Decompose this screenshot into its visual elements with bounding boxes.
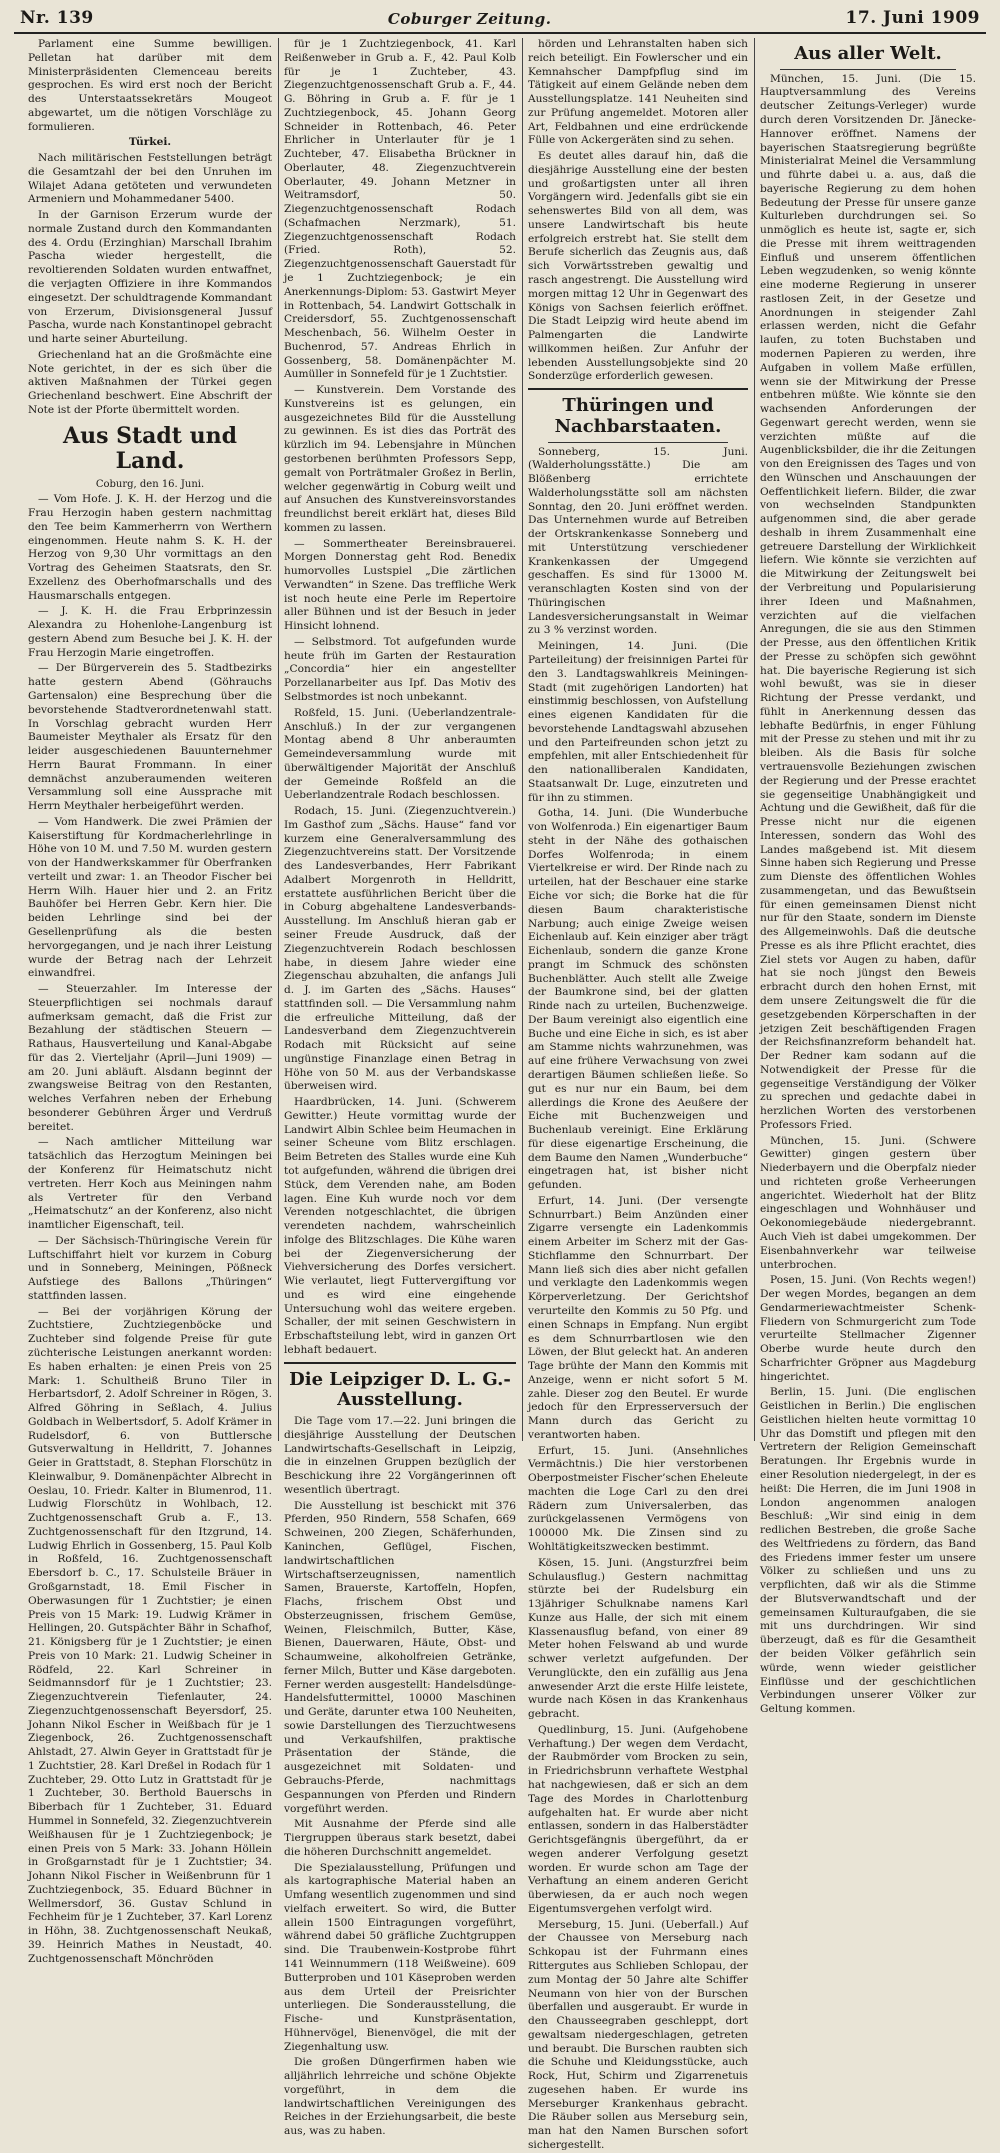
section-heading: Thüringen und Nachbarstaaten.	[554, 395, 722, 437]
article-paragraph: — Vom Handwerk. Die zwei Prämien der Kaiserstiftung für Kordmacherlehrlinge in Höhe von 10 M. und 7.50 M. wurden gestern von der Handwerkskammer für Oberfranken verteilt und zwar: 1. an Theodor Fischer bei Herrn Wilh. Hauer hier und 2. an Fritz Bauhöfer bei Herren Gebr. Kern hier. Die beiden Lehrlinge sind bei der Gesellenprüfung als die besten hervorgegangen, und je nach ihrer Leistung wurde der Betrag nach der Lehrzeit einwandfrei.	[28, 815, 272, 980]
article-paragraph: für je 1 Zuchtziegenbock, 41. Karl Reißenweber in Grub a. F., 42. Paul Kolb für je 1 Zuchteber, 43. Ziegenzuchtgenossenschaft Grub a. F., 44. G. Böhring in Grub a. F. für je 1 Zuchtziegenbock, 45. Johann Georg Schneider in Rottenbach, 46. Peter Ehrlicher in Unterlauter für je 1 Zuchteber, 47. Elisabetha Brückner in Oberlauter, 48. Ziegenzuchtverein Oberlauter, 49. Johann Metzner in Weitramsdorf, 50. Ziegenzuchtgenossenschaft Rodach (Schafmachen Nerzmark), 51. Ziegenzuchtgenossenschaft Rodach (Fried. Roth), 52. Ziegenzuchtgenossenschaft Gauerstadt für je 1 Zuchtziegenbock; je ein Anerkennungs-Diplom: 53. Gastwirt Meyer in Rottenbach, 54. Landwirt Gottschalk in Creidersdorf, 55. Zuchtgenossenschaft Meschenbach, 56. Wilhelm Oester in Buchenrod, 57. Andreas Ehrlich in Gossenberg, 58. Domänenpächter M. Aumüller in Sonnefeld für je 1 Zuchtstier.	[284, 38, 516, 381]
article-paragraph: Griechenland hat an die Großmächte eine Note gerichtet, in der es sich über die aktiven Maßnahmen der Türkei gegen Griechenland beschwert. Eine Abschrift der Note ist der Pforte übermittelt worden.	[28, 348, 272, 416]
article-paragraph: Erfurt, 14. Juni. (Der versengte Schnurrbart.) Beim Anzünden einer Zigarre versengte ein Ladenkommis einem Arbeiter im Scherz mit der Gas-Stichflamme den Schnurrbart. Der Mann ließ sich dies aber nicht gefallen und verklagte den Ladenkommis wegen Körperverletzung. Der Gerichtshof verurteilte den Kommis zu 50 Pfg. und einen Schnaps in Empfang. Nun ergibt es dem Schnurrbartlosen wie den Löwen, der Blut geleckt hat. An anderen Tage brühte der Mann den Kommis mit Anzeige, wenn er nicht sofort 5 M. zahle. Dieser zog den Beutel. Er wurde jedoch für den Erpresserversuch der Mann durch das Gericht zu verantworten haben.	[528, 1194, 748, 1441]
column-divider	[754, 38, 755, 1441]
article-paragraph: München, 15. Juni. (Schwere Gewitter) gingen gestern über Niederbayern und die Oberpfalz nieder und richteten große Verheerungen angerichtet. Wiederholt hat der Blitz eingeschlagen und Wohnhäuser und Oekonomiegebäude niedergebrannt. Auch Vieh ist dabei umgekommen. Der Eisenbahnverkehr war teilweise unterbrochen.	[760, 1134, 976, 1271]
issue-number: Nr. 139	[20, 8, 94, 28]
article-paragraph: Erfurt, 15. Juni. (Ansehnliches Vermächtnis.) Die hier verstorbenen Oberpostmeister Fischer’schen Eheleute machten die Loge Carl zu den drei Rädern zum Universalerben, das zurückgelassenen Vermögens von 100000 Mk. Die Zinsen sind zu Wohltätigkeitszwecken bestimmt.	[528, 1444, 748, 1553]
column-2	[284, 38, 516, 2138]
article-paragraph: — Der Sächsisch-Thüringische Verein für Luftschiffahrt hielt vor kurzem in Coburg und in Sonneberg, Meiningen, Pößneck Aufstiege des Ballons „Thüringen“ stattfinden lassen.	[28, 1234, 272, 1302]
article-paragraph: Nach militärischen Feststellungen beträgt die Gesamtzahl der bei den Unruhen im Wilajet Adana getöteten und verwundeten Armeniern und Mohammedaner 5400.	[28, 152, 272, 206]
article-paragraph: Gotha, 14. Juni. (Die Wunderbuche von Wolfenroda.) Ein eigenartiger Baum steht in der Nähe des gothaischen Dorfes Wolfenroda; in einem Viertelkreise er wird. Der Rinde nach zu urteilen, hat der Beschauer eine starke Eiche vor sich; die Borke hat die für diesen Baum charakteristische Narbung; auch einige Zweige weisen Eichenlaub auf. Kein einziger aber trägt Eichenlaub, sondern die ganze Krone prangt im Schmuck des schönsten Buchenblätter. Auch stellt alle Zweige der Baumkrone sind, bei der glatten Rinde nach zu urteilen, Buchenzweige. Der Baum vereinigt also eigentlich eine Buche und eine Eiche in sich, es ist aber am Stamme nichts wahrzunehmen, was auf eine frühere Verwachsung von zwei derartigen Bäumen schließen ließe. So gut es nur nur ein Baum, bei dem allerdings die Krone des Aeußere der Eiche mit Buchenzweigen und Buchenlaub vereinigt. Eine Erklärung für diese eigenartige Erscheinung, die dem Baume den Namen „Wunderbuche“ eingetragen hat, ist bisher nicht gefunden.	[528, 807, 748, 1192]
article-paragraph: Merseburg, 15. Juni. (Ueberfall.) Auf der Chaussee von Merseburg nach Schkopau ist der Fuhrmann eines Rittergutes aus Schlieben Schlopau, der zum Montag der 50 Jahre alte Schiffer Neumann von hier von der Burschen überfallen und ausgeraubt. Er wurde in den Chausseegraben geschleppt, dort gewaltsam niedergeschlagen, getreten und beraubt. Die Burschen raubten sich die Schuhe und Kleidungsstücke, auch Rock, Hut, Schirm und Zigarrenetuis zugesehen haben. Er wurde ins Merseburger Krankenhaus gebracht. Die Räuber sollen aus Merseburg sein, man hat den Namen Burschen sofort sichergestellt.	[528, 1918, 748, 2151]
article-paragraph: Posen, 15. Juni. (Von Rechts wegen!) Der wegen Mordes, begangen an dem Gendarmeriewachtmeister Schenk-Fliedern von Schmurgericht zum Tode verurteilte Stellmacher Zigenner Oberbe wurde heute durch den Scharfrichter Gröpner aus Magdeburg hingerichtet.	[760, 1274, 976, 1383]
article-paragraph: Mit Ausnahme der Pferde sind alle Tiergruppen überaus stark besetzt, dabei die höheren Durchschnitt angemeldet.	[284, 1818, 516, 1858]
newspaper-title: Coburger Zeitung.	[387, 10, 552, 28]
article-paragraph: Roßfeld, 15. Juni. (Ueberlandzentrale-Anschluß.) In der zur vergangenen Montag abend 8 Uhr anberaumten Gemeindeversammlung wurde mit überwältigender Majorität der Anschluß der Gemeinde Roßfeld an die Ueberlandzentrale Rodach beschlossen.	[284, 706, 516, 802]
section-subhead: Türkei.	[128, 136, 172, 149]
article-paragraph: Kösen, 15. Juni. (Angsturzfrei beim Schulausflug.) Gestern nachmittag stürzte bei der Rudelsburg ein 13jähriger Schulknabe namens Karl Kunze aus Halle, der sich mit einem Klassenausflug befand, von einer 89 Meter hohen Felswand ab und wurde schwer verletzt aufgefunden. Der Verunglückte, den ein zufällig aus Jena anwesender Arzt die erste Hilfe leistete, wurde nach Kösen in das Krankenhaus gebracht.	[528, 1556, 748, 1721]
article-paragraph: hörden und Lehranstalten haben sich reich beteiligt. Ein Fowlerscher und ein Kemnahscher Dampfpflug sind im Tätigkeit auf einem Gelände neben dem Ausstellungsplatze. 141 Neuheiten sind zur Prüfung angemeldet. Motoren aller Art, Feldbahnen und eine erdrückende Fülle von Ackergeräten sind zu sehen.	[528, 38, 748, 147]
article-paragraph: Die Tage vom 17.—22. Juni bringen die diesjährige Ausstellung der Deutschen Landwirtschafts-Gesellschaft in Leipzig, die in einzelnen Gruppen bezüglich der Beschickung ihre 22 Vorgängerinnen oft wesentlich übertragt.	[284, 1415, 516, 1496]
section-heading: Aus aller Welt.	[794, 43, 942, 64]
article-paragraph: — Kunstverein. Dem Vorstande des Kunstvereins ist es gelungen, ein ausgezeichnetes Bild für die Ausstellung zu gewinnen. Es ist dies das Porträt des kürzlich im 94. Lebensjahre in München gestorbenen berühmten Professors Sepp, gemalt von Porträtmaler Großez in Berlin, welcher gegenwärtig in Coburg weilt und auf Ansuchen des Kunstvereinsvorstandes freundlichst bereit erklärt hat, dieses Bild kommen zu lassen.	[284, 384, 516, 534]
column-divider	[522, 38, 523, 1441]
article-paragraph: Rodach, 15. Juni. (Ziegenzuchtverein.) Im Gasthof zum „Sächs. Hause“ fand vor kurzem eine Generalversammlung des Ziegenzuchtvereins statt. Der Vorsitzende des Landesverbandes, Herr Fabrikant Adalbert Morgenroth in Helldritt, erstattete ausführlichen Bericht über die in Coburg abgehaltene Landesverbands-Ausstellung. Im Anschluß hieran gab er seiner Freude Ausdruck, daß der Ziegenzuchtverein Rodach beschlossen habe, in diesem Jahre wieder eine Ziegenschau abzuhalten, die anfangs Juli d. J. im Garten des „Sächs. Hauses“ stattfinden soll. — Die Versammlung nahm die erfreuliche Mitteilung, daß der Landesverband dem Ziegenzuchtverein Rodach mit Rücksicht auf seine ungünstige Finanzlage einen Betrag in Höhe von 50 M. aus der Verbandskasse überweisen wird.	[284, 805, 516, 1093]
column-3	[528, 38, 748, 2151]
article-paragraph: Die großen Düngerfirmen haben wie alljährlich lehrreiche und schöne Objekte vorgeführt, in dem die landwirtschaftlichen Vereinigungen des Reiches in der Erziehungsarbeit, die beste aus, was zu haben.	[284, 2056, 516, 2138]
article-paragraph: — Selbstmord. Tot aufgefunden wurde heute früh im Garten der Restauration „Concordia“ hier ein angestellter Porzellanarbeiter aus Ipf. Das Motiv des Selbstmordes ist noch unbekannt.	[284, 635, 516, 703]
divider	[284, 1362, 516, 1364]
article-paragraph: Es deutet alles darauf hin, daß die diesjährige Ausstellung eine der besten und großartigsten unter all ihren Vorgängern wird. Jedenfalls gibt sie ein sehenswertes Bild von all dem, was unsere Landwirtschaft bis heute erfolgreich erstrebt hat. Sie stellt dem Berufe sicherlich das Zeugnis aus, daß sich Vorwärtsstreben gewaltig und rasch angestrengt. Die Ausstellung wird morgen mittag 12 Uhr in Gegenwart des Königs von Sachsen feierlich eröffnet. Die Stadt Leipzig wird heute abend im Palmengarten die Landwirte willkommen heißen. Zur Anfuhr der lebenden Ausstellungsobjekte sind 20 Sonderzüge erforderlich gewesen.	[528, 150, 748, 383]
masthead	[14, 0, 986, 34]
divider	[528, 388, 748, 390]
article-paragraph: In der Garnison Erzerum wurde der normale Zustand durch den Kommandanten des 4. Ordu (Erzinghian) Marschall Ibrahim Pascha wieder hergestellt, die revoltierenden Soldaten wurden entwaffnet, die verjagten Offiziere in ihre Kommandos eingesetzt. Der schuldtragende Kommandant von Erzerum, Divisionsgeneral Jussuf Pascha, wurde nach Konstantinopel gebracht und harte seiner Aburteilung.	[28, 209, 272, 346]
divider	[548, 442, 728, 443]
article-paragraph: Haardbrücken, 14. Juni. (Schwerem Gewitter.) Heute vormittag wurde der Landwirt Albin Schlee beim Heumachen in seiner Scheune vom Blitz erschlagen. Beim Betreten des Stalles wurde eine Kuh tot aufgefunden, während die übrigen drei Stück, dem Verenden nahe, am Boden lagen. Eine Kuh wurde noch vor dem Verenden notgeschlachtet, die übrigen verendeten nachdem, wahrscheinlich infolge des Blitzschlages. Die Kühe waren bei der Ziegenversicherung der Viehversicherung des Dorfes versichert. Wie verlautet, liegt Futtervergiftung vor und es wird eine eingehende Untersuchung wohl das weitere ergeben. Schaller, der mit seinen Geschwistern in Erbschaftsteilung lebt, wird in ganzen Ort lebhaft bedauert.	[284, 1096, 516, 1356]
column-4	[760, 38, 976, 1716]
divider	[780, 69, 956, 70]
section-heading: Die Leipziger D. L. G.-Ausstellung.	[289, 1368, 511, 1411]
article-paragraph: — Sommertheater Bereinsbrauerei. Morgen Donnerstag geht Rod. Benedix humorvolles Lustspiel „Die zärtlichen Verwandten“ in Szene. Das treffliche Werk ist noch heute eine Perle im Repertoire aller Bühnen und ist der Besuch in jeder Hinsicht lohnend.	[284, 537, 516, 633]
article-paragraph: Berlin, 15. Juni. (Die englischen Geistlichen in Berlin.) Die englischen Geistlichen hielten heute vormittag 10 Uhr das Domstift und pflegen mit den Vertretern der Religion Gemeinschaft Beratungen. Ihr Ergebnis wurde in einer Resolution niedergelegt, in der es heißt: Die Herren, die im Juni 1908 in London angenommen analogen Beschluß: „Wir sind einig in dem redlichen Bestreben, die große Sache des Weltfriedens zu fördern, das Band des Friedens immer fester um unsere Völker zu schließen und uns zu verpflichten, daß wir als die Stimme der Blutsverwandtschaft und der gemeinsamen Kulturaufgaben, die sie mit uns durchdringen. Wir sind überzeugt, daß es für die Gesamtheit der beiden Völker gefährlich sein würde, wenn wieder geistlicher Einflüsse und der geschichtlichen Verbindungen unserer Völker zur Geltung kommen.	[760, 1386, 976, 1716]
article-paragraph: — Bei der vorjährigen Körung der Zuchtstiere, Zuchtziegenböcke und Zuchteber sind folgende Preise für gute züchterische Leistungen anerkannt worden: Es haben erhalten: je einen Preis von 25 Mark: 1. Schultheiß Bruno Tiler in Herbartsdorf, 2. Adolf Schreiner in Rögen, 3. Alfred Göhring in Seßlach, 4. Julius Goldbach in Welbertsdorf, 5. Adolf Krämer in Rudelsdorf, 6. von Buttlersche Gutsverwaltung in Helldritt, 7. Johannes Geier in Grattstadt, 8. Stephan Florschütz in Kleinwalbur, 9. Domänenpächter Albrecht in Oeslau, 10. Friedr. Kalter in Blumenrod, 11. Ludwig Florschütz in Wohlbach, 12. Zuchtgenossenschaft Grub a. F., 13. Zuchtgenossenschaft für den Itzgrund, 14. Ludwig Ehrlich in Gossenberg, 15. Paul Kolb in Roßfeld, 16. Zuchtgenossenschaft Ebersdorf b. C., 17. Schulsteile Bräuer in Großgarnstadt, 18. Emil Fischer in Oberwasungen für 1 Zuchtstier; je einen Preis von 15 Mark: 19. Ludwig Krämer in Hellingen, 20. Gutspächter Bähr in Schafhof, 21. Königsberg für je 1 Zuchtstier; je einen Preis von 10 Mark: 21. Ludwig Scheiner in Rödfeld, 22. Karl Schreiner in Seidmannsdorf für je 1 Zuchtstier; 23. Ziegenzuchtverein Tiefenlauter, 24. Ziegenzuchtgenossenschaft Beyersdorf, 25. Johann Nikol Escher in Weißbach für je 1 Ziegenbock, 26. Zuchtgenossenschaft Ahlstadt, 27. Alwin Geyer in Grattstadt für je 1 Zuchtstier, 28. Karl Dreßel in Rodach für 1 Zuchteber, 29. Otto Lutz in Grattstadt für je 1 Zuchteber, 30. Berthold Bauerschs in Biberbach für 1 Zuchteber, 31. Eduard Hummel in Sonnefeld, 32. Ziegenzuchtverein Weißhausen für je 1 Zuchtziegenbock; je einen Preis von 5 Mark: 33. Johann Höllein in Großgarnstadt für je 1 Zuchtstier; 34. Johann Nikol Fischer in Weißenbrunn für 1 Zuchtziegenbock, 35. Eduard Büchner in Wellmersdorf, 36. Gustav Schlund in Fechheim für je 1 Zuchteber, 37. Karl Lorenz in Höhn, 38. Zuchtgenossenschaft Neukaß, 39. Heinrich Mathes in Neustadt, 40. Zuchtgenossenschaft Mönchröden	[28, 1305, 272, 1965]
article-paragraph: — Nach amtlicher Mitteilung war tatsächlich das Herzogtum Meiningen bei der Konferenz für Heimatschutz nicht vertreten. Herr Koch aus Meiningen nahm als Vertreter für den Verband „Heimatschutz“ an der Konferenz, also nicht inamtlicher Eigenschaft, teil.	[28, 1136, 272, 1232]
article-paragraph: Quedlinburg, 15. Juni. (Aufgehobene Verhaftung.) Der wegen dem Verdacht, der Raubmörder vom Brocken zu sein, in Friedrichsbrunn verhaftete Westphal hat nachgewiesen, daß er sich an dem Tage des Mordes in Charlottenburg aufgehalten hat. Er wurde aber nicht entlassen, sondern in das Halberstädter Gerichtsgefängnis übergeführt, da er wegen anderer Verfolgung gesetzt worden. Er wurde schon am Tage der Verhaftung an einem anderen Gericht überwiesen, da er auch noch wegen Eigentumsvergehen verfolgt wird.	[528, 1723, 748, 1915]
column-1	[28, 38, 272, 1965]
article-paragraph: — J. K. H. die Frau Erbprinzessin Alexandra zu Hohenlohe-Langenburg ist gestern Abend zum Besuche bei J. K. H. der Frau Herzogin Marie eingetroffen.	[28, 605, 272, 659]
section-heading: Aus Stadt und Land.	[63, 422, 237, 474]
article-paragraph: München, 15. Juni. (Die 15. Hauptversammlung des Vereins deutscher Zeitungs-Verleger) wurde durch deren Vorsitzenden Dr. Jänecke-Hannover eröffnet. Namens der bayerischen Staatsregierung begrüßte Ministerialrat Meinel die Versammlung und führte dabei u. a. aus, daß die bayerische Regierung zu dem hohen Bedeutung der Presse für unsere ganze Kulturleben durchdrungen sei. So unmöglich es heute ist, sagte er, sich die Presse mit ihrem weittragenden Einfluß und unserem öffentlichen Leben wegzudenken, so wenig könnte eine moderne Regierung in unserer rastlosen Zeit, in der Gesetze und Anordnungen in steigender Zahl erlassen werden, nicht die Gefahr laufen, zu toten Buchstaben und modernen Papieren zu werden, ihre Aufgaben in vollem Maße erfüllen, wenn sie der Mitwirkung der Presse entbehren müßte. Wie könnte sie den wachsenden Anforderungen der Gegenwart gerecht werden, wenn sie verzichten müßte auf die Augenblicksbilder, die ihr die Zeitungen von den Ereignissen des Tages und von den Wünschen und Anschauungen der Oeffentlichkeit liefern. Bilder, die zwar von wechselnden Standpunkten aufgenommen sind, die aber gerade deshalb in ihrem Zusammenhalt eine getreuere Darstellung der Wirklichkeit liefern. Wie könnte sie verzichten auf die Mitwirkung der Zeitungswelt bei der Verbreitung und Popularisierung ihrer Ideen und Maßnahmen, verzichten auf die vielfachen Anregungen, die sie aus den Stimmen der Presse, aus den öffentlichen Kritik der Presse zu schöpfen sich gewöhnt hat. Die bayerische Regierung ist sich wohl bewußt, was sie in dieser Richtung der Presse verdankt, und fühlt in Anerkennung dessen das lebhafte Bedürfnis, in enger Fühlung mit der Presse zu stehen und mit ihr zu bleiben. Als die Basis für solche vertrauensvolle Beziehungen zwischen der Regierung und der Presse erachtet sie gegenseitige Unabhängigkeit und Achtung und die Gewißheit, daß für die Presse nicht nur die eigenen Interessen, sondern das Wohl des Landes maßgebend ist. Mit diesem Sinne haben sich Regierung und Presse zum Dienste des öffentlichen Wohles zusammengetan, und das Bewußtsein für einen gemeinsamen Dienst nicht nur für den Staate, sondern im Dienste des Allgemeinwohls. Daß die deutsche Presse es als ihre Pflicht erachtet, dies Ziel stets vor Augen zu haben, dafür hat sie noch jüngst den Beweis erbracht durch den hohen Ernst, mit dem unsere Zeitungswelt die für die gesetzgebenden Körperschaften in der jetzigen Zeit beschäftigenden Fragen der Reichsfinanzreform behandelt hat. Der Redner kam sodann auf die Notwendigkeit der Presse für die gegenseitige Verständigung der Völker zu sprechen und gedachte dabei in herzlichen Worten des verstorbenen Professors Fried.	[760, 72, 976, 1131]
article-paragraph: Parlament eine Summe bewilligen. Pelletan hat darüber mit dem Ministerpräsidenten Clemenceau bereits gesprochen. Es wird erst noch der Bericht des Unterstaatssekretärs Mougeot abgewartet, um die nötigen Vorschläge zu formulieren.	[28, 38, 272, 133]
article-paragraph: Die Ausstellung ist beschickt mit 376 Pferden, 950 Rindern, 558 Schafen, 669 Schweinen, 200 Ziegen, Schäferhunden, Kaninchen, Geflügel, Fischen, landwirtschaftlichen Wirtschaftserzeugnissen, namentlich Samen, Brauerste, Kartoffeln, Hopfen, Flachs, frischem Obst und Obsterzeugnissen, frischem Gemüse, Weinen, Fleischmilch, Butter, Käse, Bienen, Dauerwaren, Häute, Obst- und Schaumweine, alkoholfreien Getränke, ferner Milch, Butter und Käse dargeboten. Ferner werden ausgestellt: Handelsdünge-Handelsfuttermittel, 10000 Maschinen und Geräte, darunter etwa 100 Neuheiten, sowie Darstellungen des Tierzuchtwesens und Verkaufshilfen, praktische Präsentation der Stände, die ausgezeichnet mit Soldaten- und Gebrauchs-Pferde, nachmittags Gespannungen von Pferden und Rindern vorgeführt werden.	[284, 1499, 516, 1815]
column-divider	[278, 38, 279, 1441]
article-paragraph: Sonneberg, 15. Juni. (Walderholungsstätte.) Die am Blößenberg errichtete Walderholungsstätte soll am nächsten Sonntag, den 20. Juni eröffnet werden. Das Unternehmen wurde auf Betreiben der Ortskrankenkasse Sonneberg und mit Unterstützung verschiedener Krankenkassen der Umgegend geschaffen. Es sind für 13000 M. veranschlagten Kosten sind von der Thüringischen Landesversicherungsanstalt in Weimar zu 3 % verzinst worden.	[528, 445, 748, 637]
article-paragraph: — Steuerzahler. Im Interesse der Steuerpflichtigen sei nochmals darauf aufmerksam gemacht, daß die Frist zur Bezahlung der städtischen Steuern — Rathaus, Hausverteilung und Kanal-Abgabe für das 2. Vierteljahr (April—Juni 1909) — am 20. Juni abläuft. Alsdann beginnt der zwangsweise Beitrag von den Restanten, welches Verfahren neben der Erhebung besonderer Gebühren Ärger und Verdruß bereitet.	[28, 983, 272, 1133]
article-paragraph: Die Spezialausstellung, Prüfungen und als kartographische Material haben an Umfang wesentlich zugenommen und sind vielfach erweitert. So wird, die Butter allein 1500 Eintragungen vorgeführt, während dabei 50 gräfliche Zuchtgruppen sind. Die Traubenwein-Kostprobe führt 141 Weinnummern (118 Weißweine). 609 Butterproben und 101 Käseproben werden aus dem Urteil der Preisrichter unterliegen. Die Sonderausstellung, die Fische- und Kunstpräsentation, Hühnervögel, Bienenvögel, die mit der Ziegenhaltung usw.	[284, 1861, 516, 2053]
article-paragraph: — Vom Hofe. J. K. H. der Herzog und die Frau Herzogin haben gestern nachmittag den Tee beim Kammerherrn von Werthern eingenommen. Heute nahm S. K. H. der Herzog von 9,30 Uhr vormittags an den Vortrag des Geheimen Staatsrats, den Sr. Exzellenz des Oberhofmarschalls und des Hausmarschalls entgegen.	[28, 493, 272, 602]
columns	[14, 38, 986, 2151]
dateline: Coburg, den 16. Juni.	[95, 479, 205, 491]
issue-date: 17. Juni 1909	[845, 8, 980, 28]
article-paragraph: — Der Bürgerverein des 5. Stadtbezirks hatte gestern Abend (Göhrauchs Gartensalon) eine Besprechung über die bevorstehende Stadtverordnetenwahl statt. In Vorschlag gebracht wurden Herr Baumeister Meythaler als Ersatz für den leider ausgeschiedenen Bauunternehmer Herrn Baurat Frommann. In einer demnächst anzuberaumenden weiteren Versammlung soll eine Aussprache mit Herrn Meythaler herbeigeführt werden.	[28, 662, 272, 813]
article-paragraph: Meiningen, 14. Juni. (Die Parteileitung) der freisinnigen Partei für den 3. Landtagswahlkreis Meiningen-Stadt (mit zugehörigen Landorten) hat einstimmig beschlossen, von Aufstellung eines eigenen Kandidaten für die bevorstehende Landtagswahl abzusehen und den Parteifreunden schon jetzt zu empfehlen, mit aller Entschiedenheit für den nationalliberalen Kandidaten, Staatsanwalt Dr. Luge, einzutreten und für ihn zu stimmen.	[528, 640, 748, 804]
